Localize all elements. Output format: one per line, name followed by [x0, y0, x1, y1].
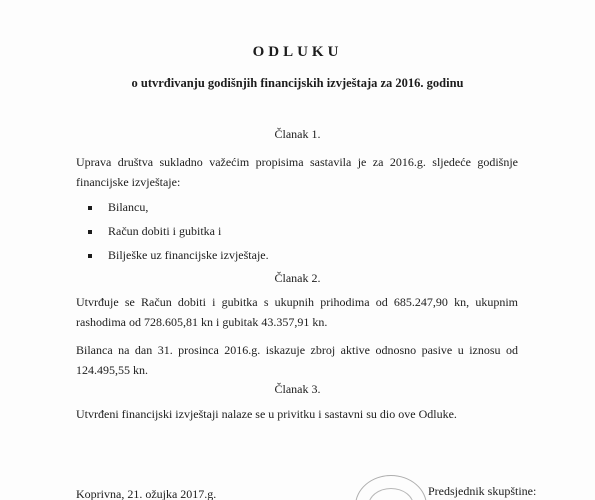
article-2-heading: Članak 2. — [274, 271, 321, 285]
document-title: ODLUKU — [252, 44, 343, 60]
article-1-heading: Članak 1. — [274, 127, 321, 141]
list-item — [88, 223, 221, 239]
signatory-label: Predsjednik skupštine: — [428, 484, 537, 498]
article-1-intro: Uprava društva sukladno važećim propisima sastavila je za 2016.g. sljedeće godišnje financijske izvještaje: — [76, 155, 518, 189]
place-date: Koprivna, 21. ožujka 2017.g. — [76, 487, 217, 500]
document-subtitle: o utvrđivanju godišnjih financijskih izvještaja za 2016. godinu — [131, 76, 464, 90]
list-item — [88, 199, 148, 215]
bullet-icon — [88, 230, 92, 234]
article-3-heading: Članak 3. — [274, 382, 321, 396]
list-item-text: Bilješke uz financijske izvještaje. — [108, 248, 269, 262]
official-stamp — [355, 475, 427, 500]
article-2-paragraph-2: Bilanca na dan 31. prosinca 2016.g. iskazuje zbroj aktive odnosno pasive u iznosu od 124.495,55 kn. — [76, 343, 518, 377]
stamp-inner-ring — [368, 488, 414, 500]
list-item-text: Račun dobiti i gubitka i — [108, 224, 222, 238]
bullet-icon — [88, 254, 92, 258]
list-item-text: Bilancu, — [108, 200, 149, 214]
list-item — [88, 247, 269, 263]
article-3-paragraph-1: Utvrđeni financijski izvještaji nalaze se u privitku i sastavni su dio ove Odluke. — [76, 407, 457, 421]
article-2-paragraph-1: Utvrđuje se Račun dobiti i gubitka s ukupnih prihodima od 685.247,90 kn, ukupnim rashodima od 728.605,81 kn i gubitak 43.357,91 kn. — [76, 295, 518, 329]
bullet-icon — [88, 206, 92, 210]
